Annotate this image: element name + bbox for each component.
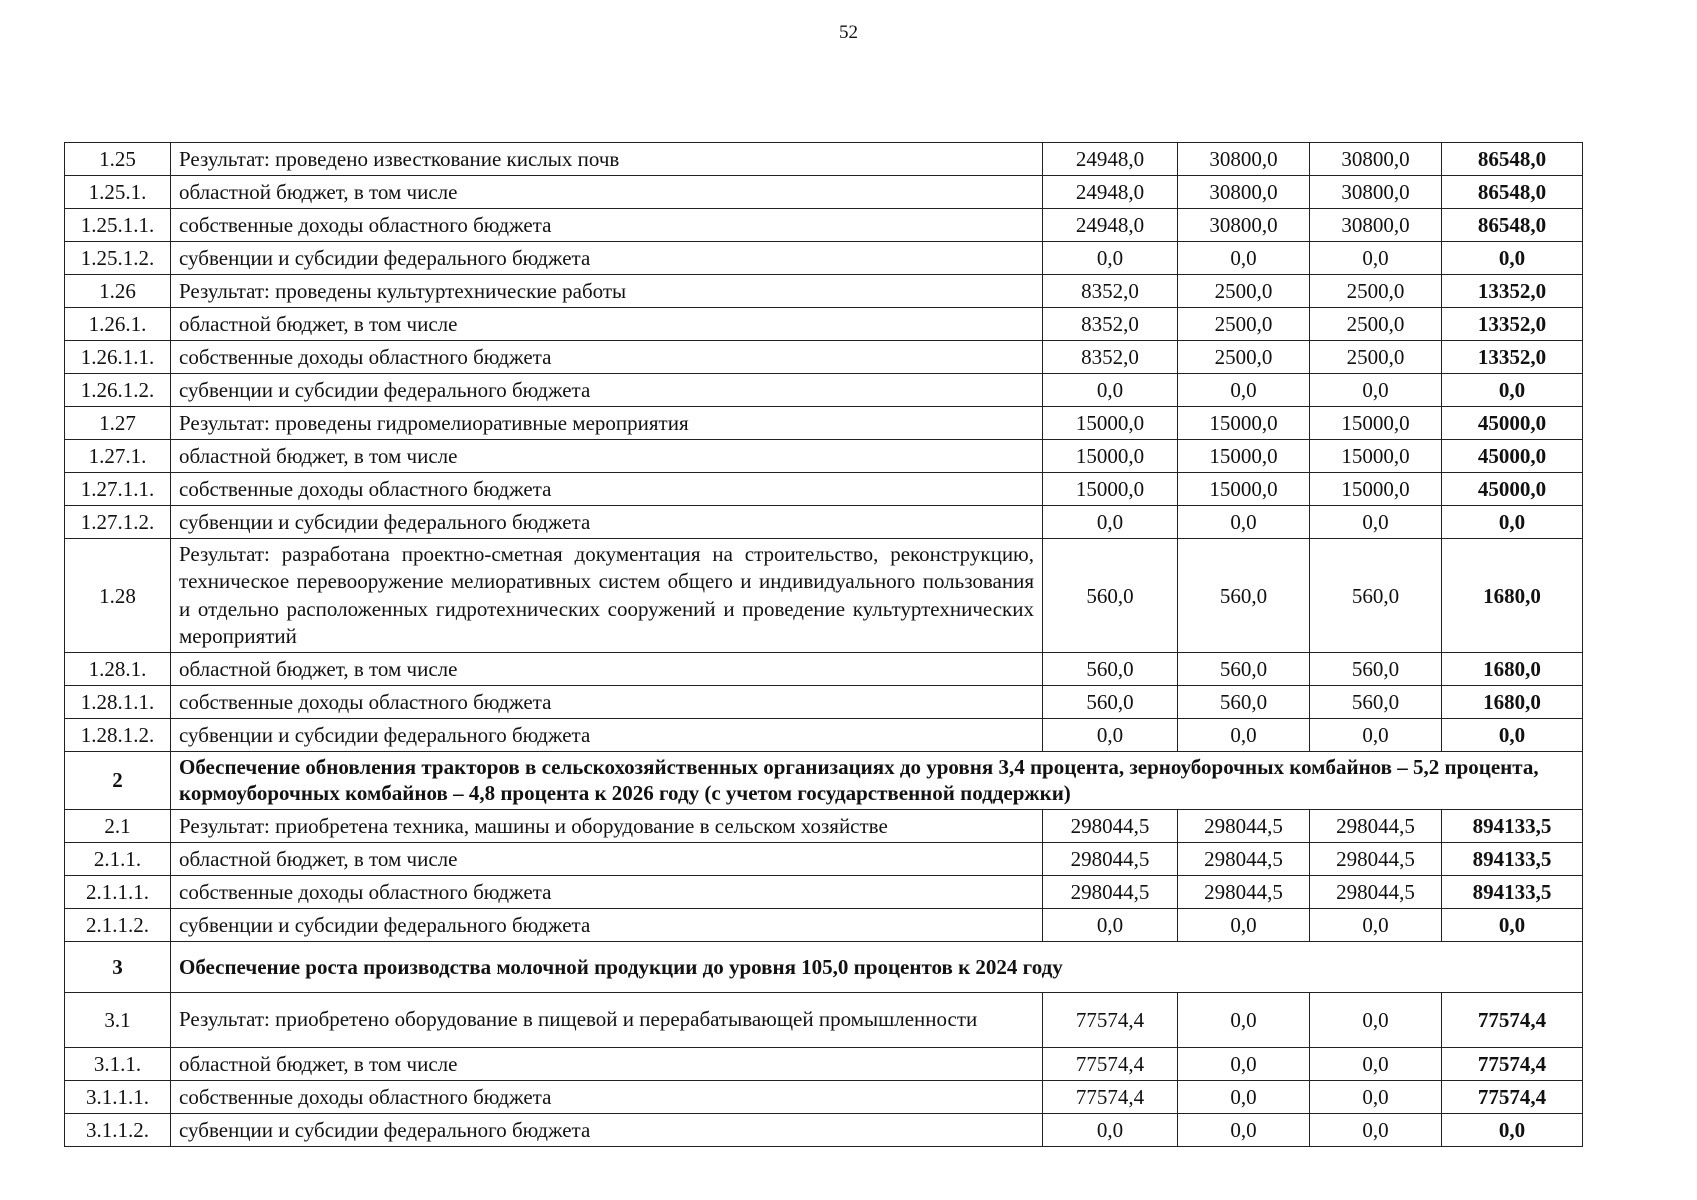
row-description: областной бюджет, в том числе xyxy=(171,842,1043,875)
value-year-2: 0,0 xyxy=(1178,1113,1310,1146)
value-year-2: 560,0 xyxy=(1178,686,1310,719)
row-code: 2.1.1. xyxy=(65,842,171,875)
table-row xyxy=(65,719,1583,752)
value-total: 45000,0 xyxy=(1442,407,1583,440)
row-code: 1.27.1. xyxy=(65,440,171,473)
value-year-2: 15000,0 xyxy=(1178,440,1310,473)
row-description: Результат: проведены гидромелиоративные мероприятия xyxy=(171,407,1043,440)
value-total: 0,0 xyxy=(1442,1113,1583,1146)
value-year-2: 15000,0 xyxy=(1178,473,1310,506)
value-year-2: 2500,0 xyxy=(1178,275,1310,308)
value-total: 45000,0 xyxy=(1442,473,1583,506)
table-row xyxy=(65,842,1583,875)
value-year-3: 15000,0 xyxy=(1310,407,1442,440)
value-year-3: 2500,0 xyxy=(1310,308,1442,341)
value-year-3: 0,0 xyxy=(1310,1113,1442,1146)
value-year-2: 0,0 xyxy=(1178,992,1310,1047)
value-year-1: 0,0 xyxy=(1043,719,1178,752)
value-total: 45000,0 xyxy=(1442,440,1583,473)
row-description: собственные доходы областного бюджета xyxy=(171,1080,1043,1113)
value-year-3: 15000,0 xyxy=(1310,440,1442,473)
value-year-1: 560,0 xyxy=(1043,686,1178,719)
value-year-3: 298044,5 xyxy=(1310,875,1442,908)
value-year-1: 0,0 xyxy=(1043,506,1178,539)
value-total: 1680,0 xyxy=(1442,653,1583,686)
value-year-3: 30800,0 xyxy=(1310,143,1442,176)
table-row xyxy=(65,653,1583,686)
row-description: субвенции и субсидии федерального бюджета xyxy=(171,242,1043,275)
value-year-3: 560,0 xyxy=(1310,686,1442,719)
row-description: областной бюджет, в том числе xyxy=(171,308,1043,341)
row-code: 1.26.1.2. xyxy=(65,374,171,407)
value-total: 0,0 xyxy=(1442,374,1583,407)
row-code: 1.25.1.1. xyxy=(65,209,171,242)
value-year-1: 77574,4 xyxy=(1043,1080,1178,1113)
row-description: областной бюджет, в том числе xyxy=(171,440,1043,473)
row-code: 3.1.1. xyxy=(65,1047,171,1080)
value-total: 86548,0 xyxy=(1442,176,1583,209)
row-description: областной бюджет, в том числе xyxy=(171,653,1043,686)
row-description: субвенции и субсидии федерального бюджета xyxy=(171,374,1043,407)
value-year-2: 0,0 xyxy=(1178,1080,1310,1113)
value-year-3: 0,0 xyxy=(1310,242,1442,275)
value-year-1: 8352,0 xyxy=(1043,308,1178,341)
row-code: 1.26 xyxy=(65,275,171,308)
value-year-3: 560,0 xyxy=(1310,653,1442,686)
value-year-1: 15000,0 xyxy=(1043,407,1178,440)
value-year-2: 560,0 xyxy=(1178,539,1310,653)
value-year-3: 2500,0 xyxy=(1310,275,1442,308)
row-description: Результат: проведено известкование кислых почв xyxy=(171,143,1043,176)
section-row xyxy=(65,941,1583,992)
row-description: Результат: приобретено оборудование в пищевой и перерабатывающей промышленности xyxy=(171,992,1043,1047)
value-total: 13352,0 xyxy=(1442,275,1583,308)
value-year-1: 298044,5 xyxy=(1043,875,1178,908)
table-row xyxy=(65,143,1583,176)
value-total: 77574,4 xyxy=(1442,1047,1583,1080)
table-row xyxy=(65,308,1583,341)
table-row xyxy=(65,1080,1583,1113)
value-year-1: 15000,0 xyxy=(1043,440,1178,473)
value-total: 0,0 xyxy=(1442,908,1583,941)
value-year-2: 298044,5 xyxy=(1178,809,1310,842)
row-description: субвенции и субсидии федерального бюджета xyxy=(171,719,1043,752)
row-description: собственные доходы областного бюджета xyxy=(171,875,1043,908)
section-row xyxy=(65,752,1583,810)
row-description: субвенции и субсидии федерального бюджета xyxy=(171,1113,1043,1146)
row-code: 2.1.1.1. xyxy=(65,875,171,908)
value-year-2: 298044,5 xyxy=(1178,875,1310,908)
value-year-2: 560,0 xyxy=(1178,653,1310,686)
value-year-1: 24948,0 xyxy=(1043,209,1178,242)
row-code: 1.27 xyxy=(65,407,171,440)
value-year-3: 0,0 xyxy=(1310,1080,1442,1113)
row-code: 2.1 xyxy=(65,809,171,842)
section-title: Обеспечение роста производства молочной продукции до уровня 105,0 процентов к 2024 году xyxy=(171,941,1583,992)
table-row xyxy=(65,275,1583,308)
table-row xyxy=(65,440,1583,473)
table-row xyxy=(65,341,1583,374)
value-total: 77574,4 xyxy=(1442,992,1583,1047)
value-year-3: 0,0 xyxy=(1310,992,1442,1047)
value-year-1: 77574,4 xyxy=(1043,992,1178,1047)
value-total: 0,0 xyxy=(1442,242,1583,275)
table-row xyxy=(65,908,1583,941)
value-year-3: 30800,0 xyxy=(1310,209,1442,242)
value-year-3: 0,0 xyxy=(1310,506,1442,539)
budget-table xyxy=(64,142,1583,1147)
table-row xyxy=(65,506,1583,539)
section-code: 2 xyxy=(65,752,171,810)
row-code: 1.28.1. xyxy=(65,653,171,686)
value-total: 894133,5 xyxy=(1442,875,1583,908)
value-year-2: 30800,0 xyxy=(1178,143,1310,176)
value-total: 1680,0 xyxy=(1442,539,1583,653)
row-description: субвенции и субсидии федерального бюджета xyxy=(171,506,1043,539)
value-year-1: 0,0 xyxy=(1043,1113,1178,1146)
row-code: 1.25.1.2. xyxy=(65,242,171,275)
value-year-2: 30800,0 xyxy=(1178,209,1310,242)
value-year-2: 298044,5 xyxy=(1178,842,1310,875)
value-year-1: 8352,0 xyxy=(1043,275,1178,308)
row-code: 3.1.1.1. xyxy=(65,1080,171,1113)
section-title: Обеспечение обновления тракторов в сельскохозяйственных организациях до уровня 3,4 процента, зерноуборочных комбайнов – 5,2 процента, кормоуборочных комбайнов – 4,8 процента к 2026 году (с учетом государственной поддержки) xyxy=(171,752,1583,810)
row-code: 1.28.1.2. xyxy=(65,719,171,752)
table-row xyxy=(65,809,1583,842)
table-row xyxy=(65,539,1583,653)
row-code: 3.1.1.2. xyxy=(65,1113,171,1146)
value-total: 894133,5 xyxy=(1442,809,1583,842)
value-year-1: 15000,0 xyxy=(1043,473,1178,506)
value-year-1: 77574,4 xyxy=(1043,1047,1178,1080)
table-row xyxy=(65,176,1583,209)
value-year-2: 0,0 xyxy=(1178,719,1310,752)
row-code: 1.26.1.1. xyxy=(65,341,171,374)
value-year-3: 0,0 xyxy=(1310,1047,1442,1080)
value-year-3: 298044,5 xyxy=(1310,809,1442,842)
value-year-3: 0,0 xyxy=(1310,719,1442,752)
section-code: 3 xyxy=(65,941,171,992)
value-year-2: 0,0 xyxy=(1178,242,1310,275)
value-year-1: 0,0 xyxy=(1043,374,1178,407)
row-description: собственные доходы областного бюджета xyxy=(171,341,1043,374)
value-year-3: 298044,5 xyxy=(1310,842,1442,875)
value-year-1: 24948,0 xyxy=(1043,143,1178,176)
value-year-2: 2500,0 xyxy=(1178,341,1310,374)
value-year-3: 30800,0 xyxy=(1310,176,1442,209)
value-total: 13352,0 xyxy=(1442,341,1583,374)
row-code: 1.25 xyxy=(65,143,171,176)
row-description: субвенции и субсидии федерального бюджета xyxy=(171,908,1043,941)
table-row xyxy=(65,875,1583,908)
row-description: Результат: разработана проектно-сметная документация на строительство, реконструкцию, техническое перевооружение мелиоративных систем общего и индивидуального пользования и отдельно расположенных гидротехнических сооружений и проведение культуртехнических мероприятий xyxy=(171,539,1043,653)
row-description: областной бюджет, в том числе xyxy=(171,176,1043,209)
row-code: 1.28.1.1. xyxy=(65,686,171,719)
value-total: 86548,0 xyxy=(1442,143,1583,176)
row-code: 1.25.1. xyxy=(65,176,171,209)
row-code: 1.27.1.2. xyxy=(65,506,171,539)
value-year-3: 15000,0 xyxy=(1310,473,1442,506)
row-code: 1.26.1. xyxy=(65,308,171,341)
row-description: собственные доходы областного бюджета xyxy=(171,209,1043,242)
value-year-1: 560,0 xyxy=(1043,653,1178,686)
value-year-3: 560,0 xyxy=(1310,539,1442,653)
value-year-2: 0,0 xyxy=(1178,1047,1310,1080)
value-total: 0,0 xyxy=(1442,719,1583,752)
value-year-1: 298044,5 xyxy=(1043,842,1178,875)
row-description: собственные доходы областного бюджета xyxy=(171,473,1043,506)
value-total: 13352,0 xyxy=(1442,308,1583,341)
table-row xyxy=(65,374,1583,407)
value-year-2: 0,0 xyxy=(1178,908,1310,941)
value-total: 77574,4 xyxy=(1442,1080,1583,1113)
table-row xyxy=(65,209,1583,242)
value-year-1: 24948,0 xyxy=(1043,176,1178,209)
value-year-1: 298044,5 xyxy=(1043,809,1178,842)
row-code: 2.1.1.2. xyxy=(65,908,171,941)
value-total: 86548,0 xyxy=(1442,209,1583,242)
value-year-2: 2500,0 xyxy=(1178,308,1310,341)
value-year-2: 0,0 xyxy=(1178,374,1310,407)
table-row xyxy=(65,992,1583,1047)
value-year-2: 0,0 xyxy=(1178,506,1310,539)
value-year-1: 0,0 xyxy=(1043,242,1178,275)
value-year-2: 15000,0 xyxy=(1178,407,1310,440)
value-total: 894133,5 xyxy=(1442,842,1583,875)
value-year-3: 0,0 xyxy=(1310,374,1442,407)
row-description: собственные доходы областного бюджета xyxy=(171,686,1043,719)
value-year-3: 2500,0 xyxy=(1310,341,1442,374)
value-year-1: 8352,0 xyxy=(1043,341,1178,374)
value-year-3: 0,0 xyxy=(1310,908,1442,941)
value-total: 1680,0 xyxy=(1442,686,1583,719)
table-row xyxy=(65,686,1583,719)
row-code: 1.28 xyxy=(65,539,171,653)
row-code: 3.1 xyxy=(65,992,171,1047)
value-total: 0,0 xyxy=(1442,506,1583,539)
value-year-2: 30800,0 xyxy=(1178,176,1310,209)
row-code: 1.27.1.1. xyxy=(65,473,171,506)
table-row xyxy=(65,242,1583,275)
table-row xyxy=(65,1113,1583,1146)
table-row xyxy=(65,1047,1583,1080)
row-description: Результат: приобретена техника, машины и оборудование в сельском хозяйстве xyxy=(171,809,1043,842)
value-year-1: 0,0 xyxy=(1043,908,1178,941)
table-row xyxy=(65,407,1583,440)
table-row xyxy=(65,473,1583,506)
row-description: Результат: проведены культуртехнические работы xyxy=(171,275,1043,308)
value-year-1: 560,0 xyxy=(1043,539,1178,653)
row-description: областной бюджет, в том числе xyxy=(171,1047,1043,1080)
page-number: 52 xyxy=(839,22,858,43)
